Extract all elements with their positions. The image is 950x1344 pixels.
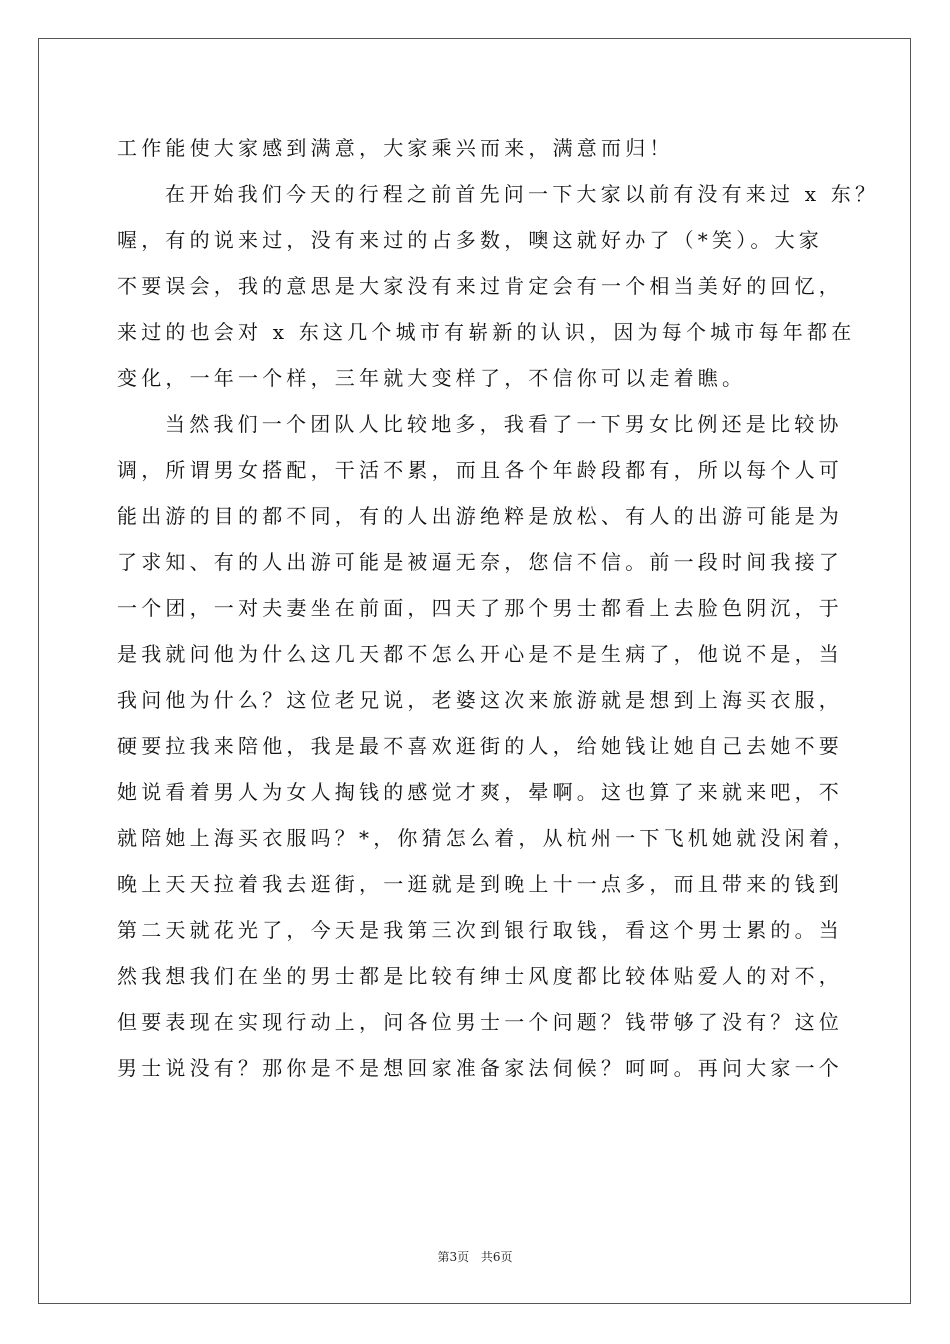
text-line: 她说看着男人为女人掏钱的感觉才爽，晕啊。这也算了来就来吧，不: [117, 780, 843, 804]
text-line: 第二天就花光了，今天是我第三次到银行取钱，看这个男士累的。当: [117, 918, 843, 942]
text-line: 我问他为什么？这位老兄说，老婆这次来旅游就是想到上海买衣服，: [117, 688, 843, 712]
text-line: 工作能使大家感到满意，大家乘兴而来，满意而归！: [117, 136, 674, 160]
text-line: 晚上天天拉着我去逛街，一逛就是到晚上十一点多，而且带来的钱到: [117, 872, 843, 896]
page-total: 共6页: [480, 1250, 513, 1264]
paragraph-start-line: 在开始我们今天的行程之前首先问一下大家以前有没有来过 x 东？: [165, 182, 880, 206]
text-line: 是我就问他为什么这几天都不怎么开心是不是生病了，他说不是，当: [117, 642, 843, 666]
text-line: 喔，有的说来过，没有来过的占多数，噢这就好办了（*笑）。大家: [117, 228, 823, 252]
text-line: 然我想我们在坐的男士都是比较有绅士风度都比较体贴爱人的对不，: [117, 964, 843, 988]
text-line: 一个团，一对夫妻坐在前面，四天了那个男士都看上去脸色阴沉，于: [117, 596, 843, 620]
text-line: 硬要拉我来陪他，我是最不喜欢逛街的人，给她钱让她自己去她不要: [117, 734, 843, 758]
text-line: 就陪她上海买衣服吗？*，你猜怎么着，从杭州一下飞机她就没闲着，: [117, 826, 858, 850]
text-line: 调，所谓男女搭配，干活不累，而且各个年龄段都有，所以每个人可: [117, 458, 843, 482]
text-line: 了求知、有的人出游可能是被逼无奈，您信不信。前一段时间我接了: [117, 550, 843, 574]
text-line: 变化，一年一个样，三年就大变样了，不信你可以走着瞧。: [117, 366, 747, 390]
text-line: 男士说没有？那你是不是想回家准备家法伺候？呵呵。再问大家一个: [117, 1056, 843, 1080]
text-line: 来过的也会对 x 东这几个城市有崭新的认识，因为每个城市每年都在: [117, 320, 856, 344]
text-line: 能出游的目的都不同，有的人出游绝粹是放松、有人的出游可能是为: [117, 504, 843, 528]
page-number: 第3页: [437, 1250, 470, 1264]
page-footer: [0, 1248, 950, 1265]
document-body: [117, 128, 880, 1094]
text-line: 但要表现在实现行动上，问各位男士一个问题？钱带够了没有？这位: [117, 1010, 843, 1034]
text-line: 不要误会，我的意思是大家没有来过肯定会有一个相当美好的回忆，: [117, 274, 843, 298]
paragraph-start-line: 当然我们一个团队人比较地多，我看了一下男女比例还是比较协: [165, 412, 843, 436]
